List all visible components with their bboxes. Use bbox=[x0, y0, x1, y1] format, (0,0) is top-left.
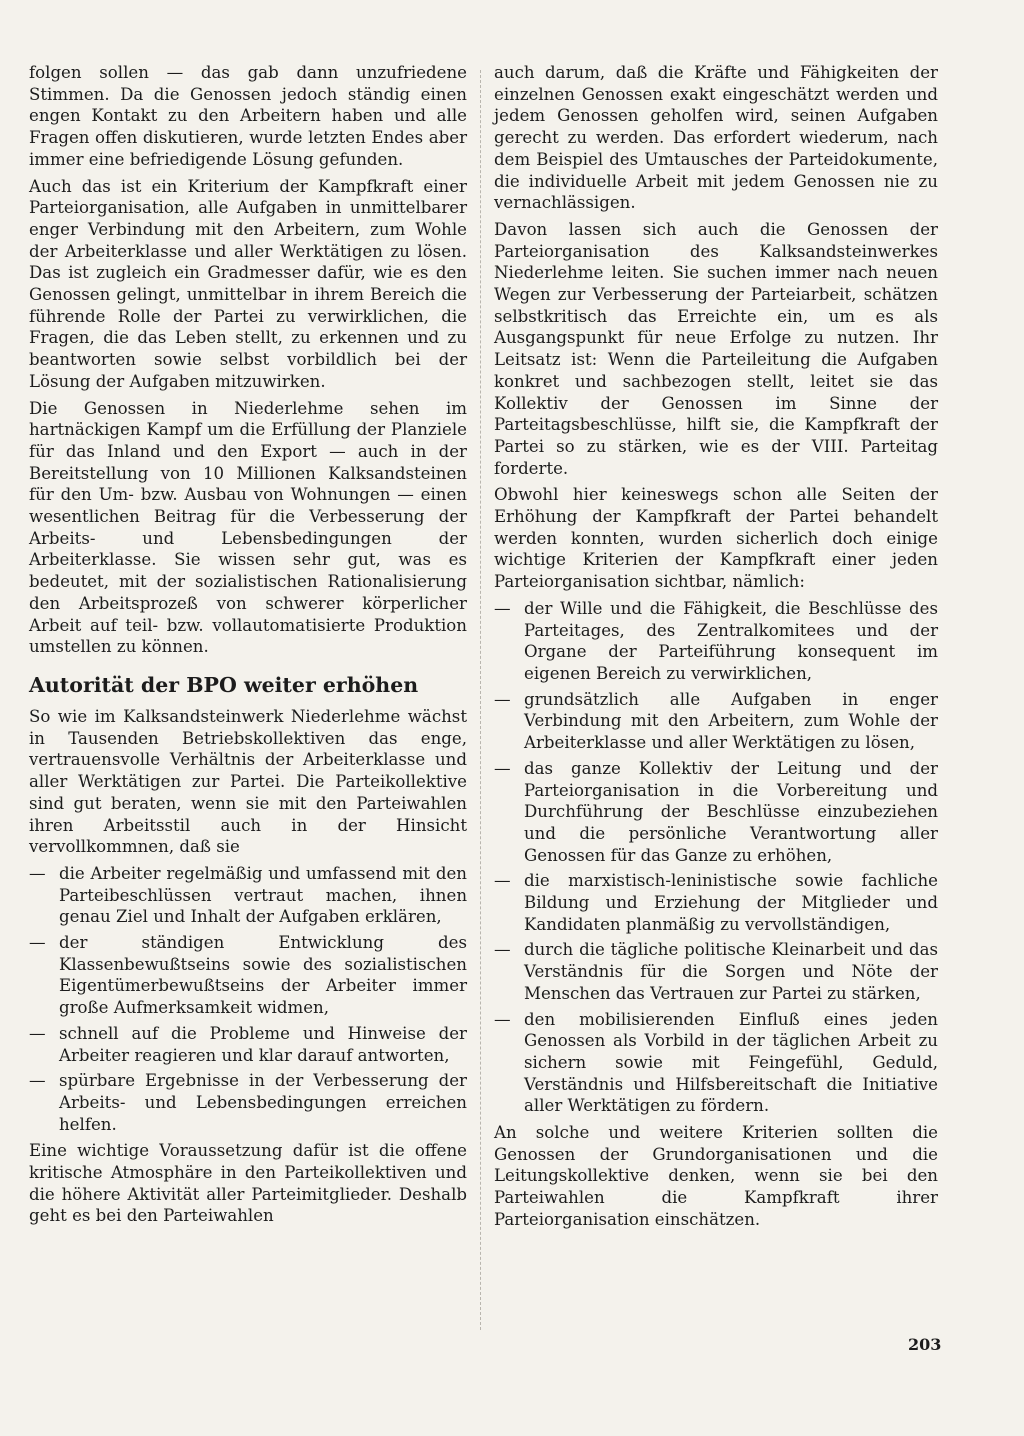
list-item: — die marxistisch-leninistische sowie fachliche Bildung und Erziehung der Mitglieder und Kandidaten planmäßig zu vervollständigen, bbox=[494, 870, 938, 935]
list-item: — durch die tägliche politische Kleinarbeit und das Verständnis für die Sorgen und Nöte der Menschen das Vertrauen zur Partei zu stärken, bbox=[494, 939, 938, 1004]
dash-list bbox=[29, 863, 467, 1135]
list-item: — grundsätzlich alle Aufgaben in enger Verbindung mit den Arbeitern, zum Wohle der Arbeiterklasse und aller Werktätigen zu lösen, bbox=[494, 689, 938, 754]
paragraph: Obwohl hier keineswegs schon alle Seiten der Erhöhung der Kampfkraft der Partei behandelt werden konnten, wurden sicherlich doch einige wichtige Kriterien der Kampfkraft einer jeden Parteiorganisation sichtbar, nämlich: bbox=[494, 485, 938, 592]
list-item: — spürbare Ergebnisse in der Verbesserung der Arbeits- und Lebensbedingungen erreichen helfen. bbox=[29, 1070, 467, 1135]
list-item: — der Wille und die Fähigkeit, die Beschlüsse des Parteitages, des Zentralkomitees und der Organe der Parteiführung konsequent im eigenen Bereich zu verwirklichen, bbox=[494, 598, 938, 685]
list-item: — die Arbeiter regelmäßig und umfassend mit den Parteibeschlüssen vertraut machen, ihnen genau Ziel und Inhalt der Aufgaben erklären, bbox=[29, 863, 467, 928]
paragraph: An solche und weitere Kriterien sollten die Genossen der Grundorganisationen und die Leitungskollektive denken, wenn sie bei den Parteiwahlen die Kampfkraft ihrer Parteiorganisation einschätzen. bbox=[494, 1123, 938, 1229]
list-item: — der ständigen Entwicklung des Klassenbewußtseins sowie des sozialistischen Eigentümerbewußtseins der Arbeiter immer große Aufmerksamkeit widmen, bbox=[29, 932, 467, 1019]
right-column bbox=[494, 62, 938, 1236]
dash-list bbox=[494, 598, 938, 1117]
list-item: — das ganze Kollektiv der Leitung und der Parteiorganisation in die Vorbereitung und Durchführung der Beschlüsse einzubeziehen und die persönliche Verantwortung aller Genossen für das Ganze zu erhöhen, bbox=[494, 758, 938, 867]
paragraph: Auch das ist ein Kriterium der Kampfkraft einer Parteiorganisation, alle Aufgaben in unmittelbarer enger Verbindung mit den Arbeitern, zum Wohle der Arbeiterklasse und aller Werktätigen zu lösen. Das ist zugleich ein Gradmesser dafür, wie es den Genossen gelingt, unmittelbar in ihrem Bereich die führende Rolle der Partei zu verwirklichen, die Fragen, die das Leben stellt, zu erkennen und zu beantworten sowie selbst vorbildlich bei der Lösung der Aufgaben mitzuwirken. bbox=[29, 176, 467, 391]
left-column bbox=[29, 62, 467, 1232]
column-divider bbox=[480, 70, 481, 1330]
page-number: 203 bbox=[908, 1335, 942, 1354]
paragraph: Eine wichtige Voraussetzung dafür ist die offene kritische Atmosphäre in den Parteikollektiven und die höhere Aktivität aller Parteimitglieder. Deshalb geht es bei den Parteiwahlen bbox=[29, 1141, 467, 1226]
paragraph: Davon lassen sich auch die Genossen der Parteiorganisation des Kalksandsteinwerkes Niederlehme leiten. Sie suchen immer nach neuen Wegen zur Verbesserung der Parteiarbeit, schätzen selbstkritisch das Erreichte ein, um es als Ausgangspunkt für neue Erfolge zu nutzen. Ihr Leitsatz ist: Wenn die Parteileitung die Aufgaben konkret und sachbezogen stellt, leitet sie das Kollektiv der Genossen im Sinne der Parteitagsbeschlüsse, hilft sie, die Kampfkraft der Partei so zu stärken, wie es der VIII. Parteitag forderte. bbox=[494, 219, 938, 478]
paragraph: Die Genossen in Niederlehme sehen im hartnäckigen Kampf um die Erfüllung der Planziele für das Inland und den Export — auch in der Bereitstellung von 10 Millionen Kalksandsteinen für den Um- bzw. Ausbau von Wohnungen — einen wesentlichen Beitrag für die Verbesserung der Arbeits- und Lebensbedingungen der Arbeiterklasse. Sie wissen sehr gut, was es bedeutet, mit der sozialistischen Rationalisierung den Arbeitsprozeß von schwerer körperlicher Arbeit auf teil- bzw. vollautomatisierte Produktion umstellen zu können. bbox=[29, 398, 467, 657]
paragraph: folgen sollen — das gab dann unzufriedene Stimmen. Da die Genossen jedoch ständig einen engen Kontakt zu den Arbeitern haben und alle Fragen offen diskutieren, wurde letzten Endes aber immer eine befriedigende Lösung gefunden. bbox=[29, 63, 467, 169]
paragraph: So wie im Kalksandsteinwerk Niederlehme wächst in Tausenden Betriebskollektiven das enge, vertrauensvolle Verhältnis der Arbeiterklasse und aller Werktätigen zur Partei. Die Parteikollektive sind gut beraten, wenn sie mit den Parteiwahlen ihren Arbeitsstil auch in der Hinsicht vervollkommnen, daß sie bbox=[29, 706, 467, 857]
section-heading: Autorität der BPO weiter erhöhen bbox=[29, 672, 419, 697]
list-item: — schnell auf die Probleme und Hinweise der Arbeiter reagieren und klar darauf antworten, bbox=[29, 1023, 467, 1066]
paragraph: auch darum, daß die Kräfte und Fähigkeiten der einzelnen Genossen exakt eingeschätzt werden und jedem Genossen geholfen wird, seinen Aufgaben gerecht zu werden. Das erfordert wiederum, nach dem Beispiel des Umtausches der Parteidokumente, die individuelle Arbeit mit jedem Genossen nie zu vernachlässigen. bbox=[494, 63, 938, 213]
list-item: — den mobilisierenden Einfluß eines jeden Genossen als Vorbild in der täglichen Arbeit zu sichern sowie mit Feingefühl, Geduld, Verständnis und Hilfsbereitschaft die Initiative aller Werktätigen zu fördern. bbox=[494, 1009, 938, 1118]
